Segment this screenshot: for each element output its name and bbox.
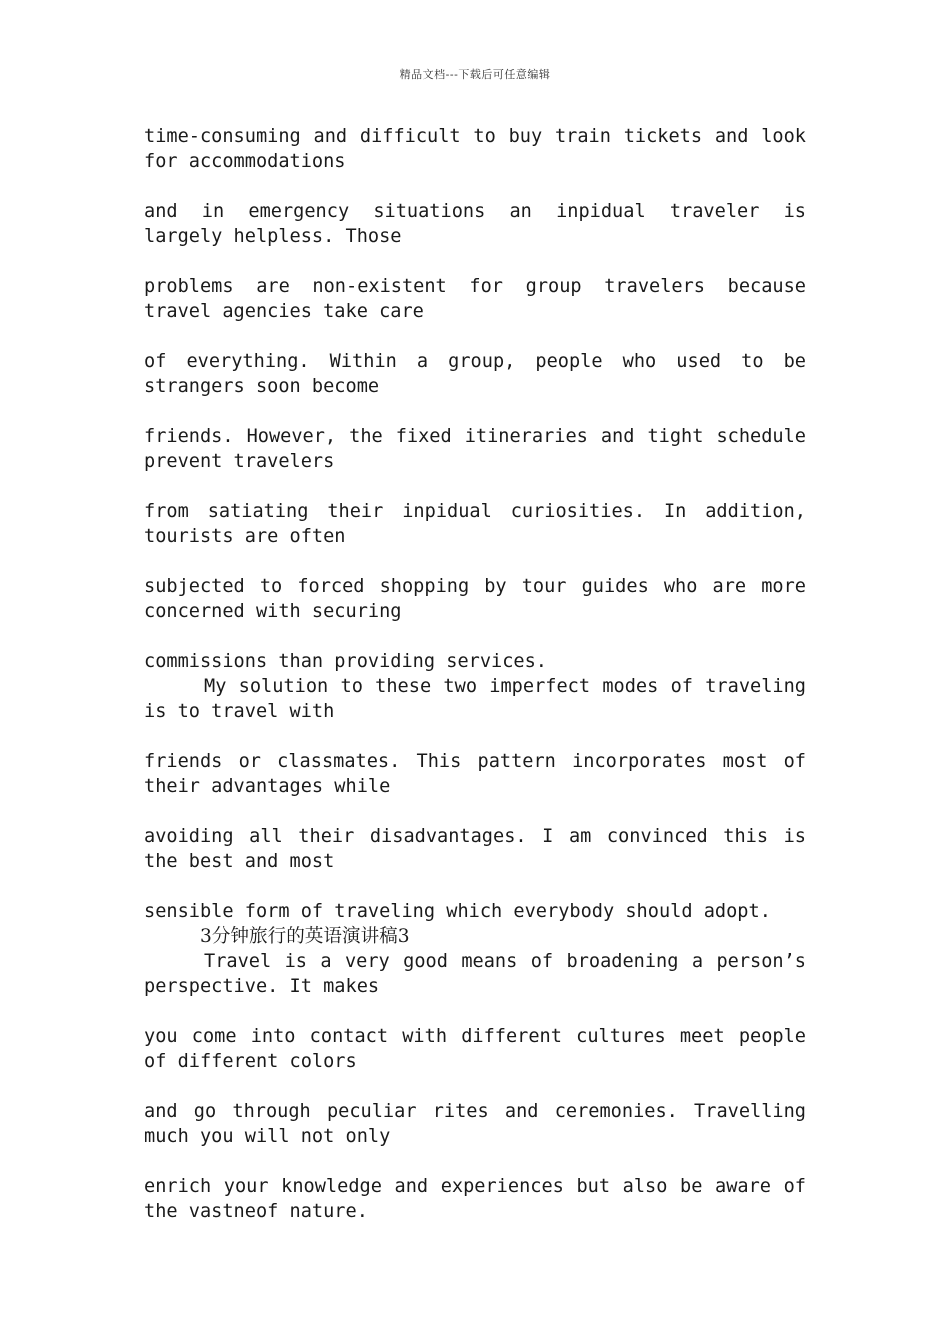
text-line: you come into contact with different cultures meet people (144, 1026, 806, 1047)
paragraph (144, 124, 806, 174)
text-line: much you will not only (144, 1126, 391, 1147)
text-line: the vastneof nature. (144, 1201, 368, 1222)
text-line: perspective. It makes (144, 976, 380, 997)
text-line: friends. However, the fixed itineraries and tight schedule (144, 426, 806, 447)
text-line: and go through peculiar rites and ceremonies. Travelling (144, 1101, 806, 1122)
text-line: friends or classmates. This pattern incorporates most of (144, 751, 806, 772)
text-line: strangers soon become (144, 376, 380, 397)
paragraph (144, 824, 806, 874)
text-line: the best and most (144, 851, 335, 872)
document-body (144, 124, 806, 1249)
text-line: for accommodations (144, 151, 346, 172)
paragraph (144, 199, 806, 249)
paragraph (144, 1099, 806, 1149)
paragraph (144, 499, 806, 549)
text-line: of everything. Within a group, people who used to be (144, 351, 806, 372)
page-header: 精品文档---下载后可任意编辑 (399, 68, 551, 81)
paragraph (144, 274, 806, 324)
paragraph (144, 1174, 806, 1224)
paragraph (144, 424, 806, 474)
text-line: My solution to these two imperfect modes of traveling (204, 676, 806, 697)
text-line: Travel is a very good means of broadening a person’s (204, 951, 806, 972)
paragraph (144, 574, 806, 624)
text-line: commissions than providing services. (144, 651, 547, 672)
text-line: problems are non-existent for group travelers because (144, 276, 806, 297)
paragraph (144, 899, 806, 924)
text-line: their advantages while (144, 776, 391, 797)
text-line: tourists are often (144, 526, 346, 547)
text-line: enrich your knowledge and experiences but also be aware of (144, 1176, 806, 1197)
text-line: avoiding all their disadvantages. I am convinced this is (144, 826, 806, 847)
text-line: is to travel with (144, 701, 335, 722)
paragraph (144, 349, 806, 399)
text-line: subjected to forced shopping by tour guides who are more (144, 576, 806, 597)
text-line: and in emergency situations an inpidual traveler is (144, 201, 806, 222)
text-line: largely helpless. Those (144, 226, 402, 247)
text-line: of different colors (144, 1051, 357, 1072)
paragraph (144, 649, 806, 674)
paragraph (144, 1024, 806, 1074)
section-heading: 3分钟旅行的英语演讲稿3 (200, 926, 410, 947)
text-line: travel agencies take care (144, 301, 424, 322)
paragraph (144, 674, 806, 724)
text-line: concerned with securing (144, 601, 402, 622)
paragraph (144, 949, 806, 999)
text-line: time-consuming and difficult to buy train tickets and look (144, 126, 806, 147)
text-line: from satiating their inpidual curiosities. In addition, (144, 501, 806, 522)
text-line: prevent travelers (144, 451, 335, 472)
text-line: sensible form of traveling which everybody should adopt. (144, 901, 771, 922)
paragraph (144, 749, 806, 799)
